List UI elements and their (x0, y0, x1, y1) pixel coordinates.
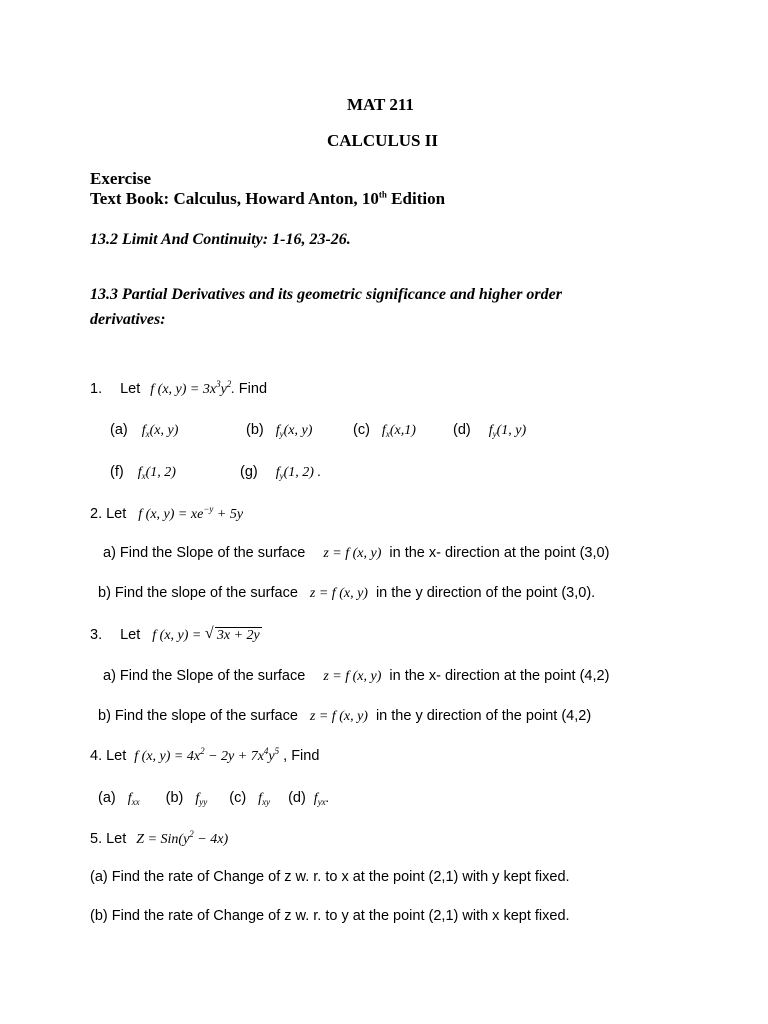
section-13-3-line2: derivatives: (90, 311, 166, 328)
q4-part-b: (b) (165, 790, 184, 806)
q5-statement: 5. Let $Z = Sin(y^2 - 4x)$ (90, 829, 229, 847)
q1-part-g: (g) $f_y(1$, 2) . (240, 464, 321, 481)
q4-part-d: (d) (288, 790, 306, 806)
textbook-ordinal: th (378, 189, 387, 200)
q1-function: f (x, $y) = 3x^3y^2$. (150, 379, 235, 397)
textbook-suffix: Edition (386, 189, 446, 208)
q3-statement: 3. Let f (x, y) = √ 3x + 2y (90, 625, 260, 643)
q1-part-c: (c) $f_x(x,1)$ (353, 422, 416, 439)
q2-part-b: b) Find the slope of the surface z = f (x, y) in the y direction of the point (3,0). (98, 585, 596, 601)
q5-part-b: (b) Find the rate of Change of z w. r. to y at the point (2,1) with x kept fixed. (90, 908, 570, 924)
section-13-3-line1: 13.3 Partial Derivatives and its geometric significance and higher order (90, 286, 562, 303)
square-root-icon: √ 3x + 2y (204, 625, 260, 643)
q5-part-a: (a) Find the rate of Change of z w. r. to x at the point (2,1) with y kept fixed. (90, 869, 570, 885)
textbook-line (90, 189, 445, 209)
q1-part-f: (f) $f_x(1$, 2) (110, 464, 176, 481)
section-13-2: 13.2 Limit And Continuity: 1-16, 23-26. (90, 231, 351, 248)
q3-part-a: a) Find the Slope of the surface z = f (x, y) in the x- direction at the point (4,2) (103, 668, 610, 684)
course-title: CALCULUS II (327, 131, 438, 150)
q1-statement (90, 380, 267, 398)
q1-part-d: (d) $f_y(1$, y) (453, 422, 527, 439)
q1-let: Let (120, 381, 141, 397)
q2-statement: 2. Let f (x, $y) = xe^{-y} + 5y$ (90, 504, 244, 522)
exercise-label: Exercise (90, 169, 152, 188)
q3-part-b: b) Find the slope of the surface z = f (x, y) in the y direction of the point (4,2) (98, 708, 592, 724)
q4-part-c: (c) (229, 790, 247, 806)
q2-part-a: a) Find the Slope of the surface z = f (x, y) in the x- direction at the point (3,0) (103, 545, 610, 561)
q1-number: 1. (90, 381, 103, 397)
q1-find: Find (238, 381, 268, 397)
q4-part-a: (a) (98, 790, 116, 806)
course-code: MAT 211 (347, 95, 414, 114)
q4-parts: (a) $f_{xx}$ (b) $f_{yy}$ (c) $f_{xy}$ (d) $f_{yx}$. (98, 790, 330, 807)
q1-part-a: (a) $f_x(x$, y) (110, 422, 179, 439)
textbook-prefix: Text Book: Calculus, Howard Anton, 10 (90, 189, 379, 208)
q1-part-b: (b) $f_y(x$, y) (246, 422, 313, 439)
q4-statement: 4. Let f (x, $y) = 4x^2 - 2y + 7x^4y^5$ , Find (90, 746, 320, 764)
